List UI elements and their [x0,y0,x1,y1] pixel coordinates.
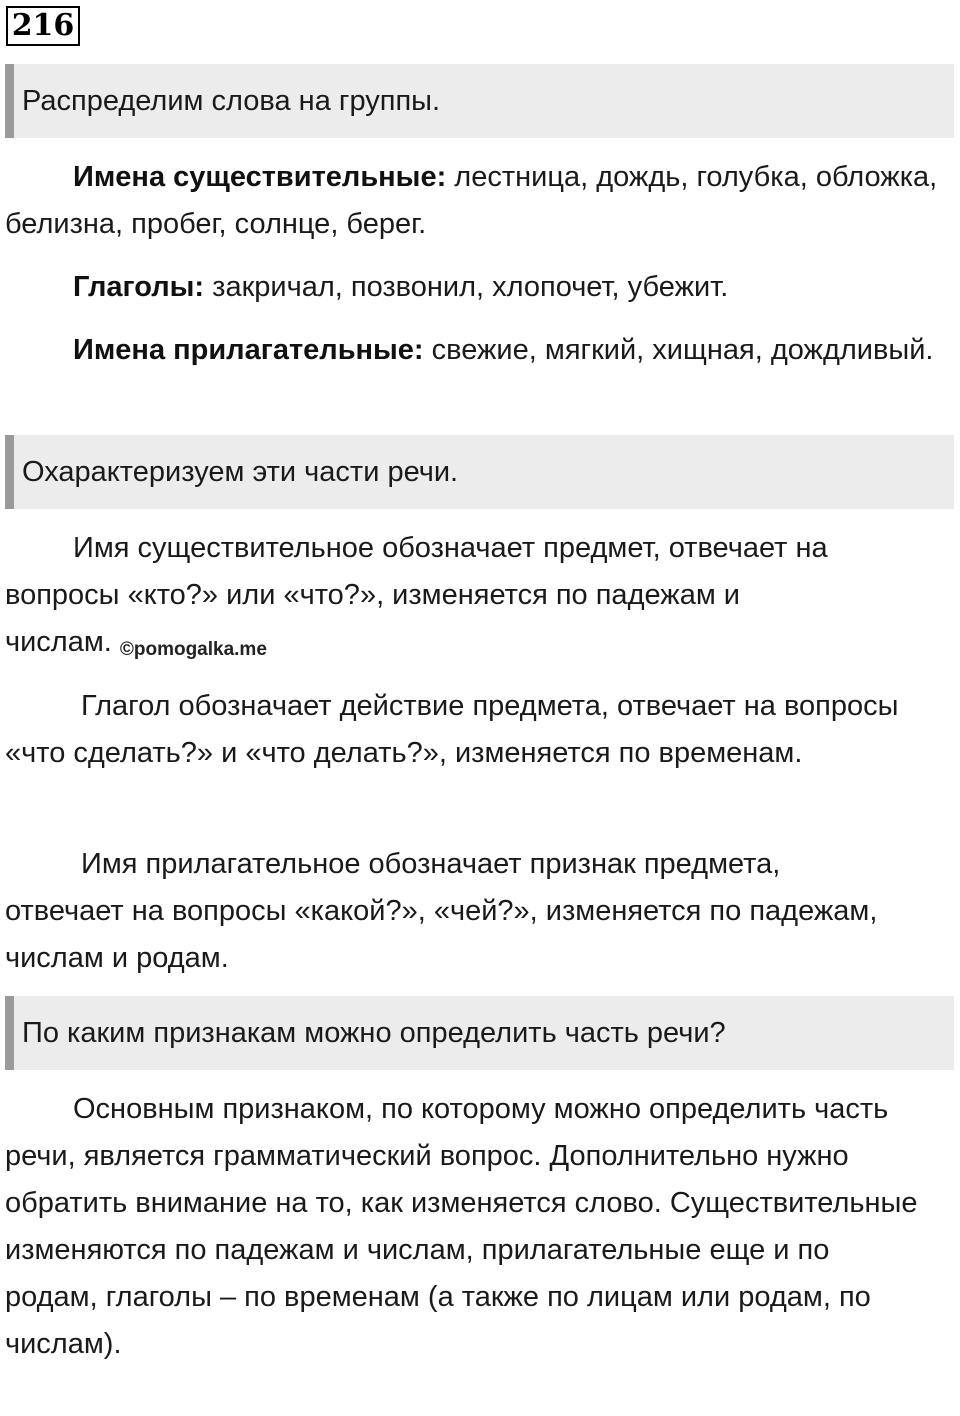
paragraph [5,841,905,982]
paragraph-text: Глагол обозначает действие предмета, отвечает на вопросы «что сделать?» и «что делать?», изменяется по временам. [5,690,899,769]
watermark: ©pomogalka.me [119,639,267,660]
group-label: Имена существительные: [73,161,447,193]
section-heading: По каким признакам можно определить часть речи? [5,996,954,1070]
group-label: Глаголы: [73,271,205,303]
paragraph-text: Имя существительное обозначает предмет, отвечает на вопросы «кто?» или «что?», изменяется по падежам и числам. [5,532,828,658]
task-number: 216 [6,6,80,46]
section-heading: Охарактеризуем эти части речи. [5,435,954,509]
group-verbs [5,264,950,311]
group-nouns [5,154,950,248]
paragraph [5,1086,925,1368]
group-label: Имена прилагательные: [73,334,424,366]
paragraph-text: Имя прилагательное обозначает признак предмета, отвечает на вопросы «какой?», «чей?», изменяется по падежам, числам и родам. [5,848,878,974]
paragraph [5,525,930,673]
group-adjectives [5,327,950,374]
paragraph [5,683,905,777]
group-words: закричал, позвонил, хлопочет, убежит. [204,271,729,303]
group-words: свежие, мягкий, хищная, дождливый. [423,334,934,366]
group-words: лестница, дождь, голубка, обложка, белизна, пробег, солнце, берег. [5,161,938,240]
section-heading: Распределим слова на группы. [5,64,954,138]
paragraph-text: Основным признаком, по которому можно определить часть речи, является грамматический вопрос. Дополнительно нужно обратить внимание на то, как изменяется слово. Существительные изменяются по падежам и числам, прилагательные еще и по родам, глаголы – по временам (а также по лицам или родам, по числам). [5,1093,918,1360]
